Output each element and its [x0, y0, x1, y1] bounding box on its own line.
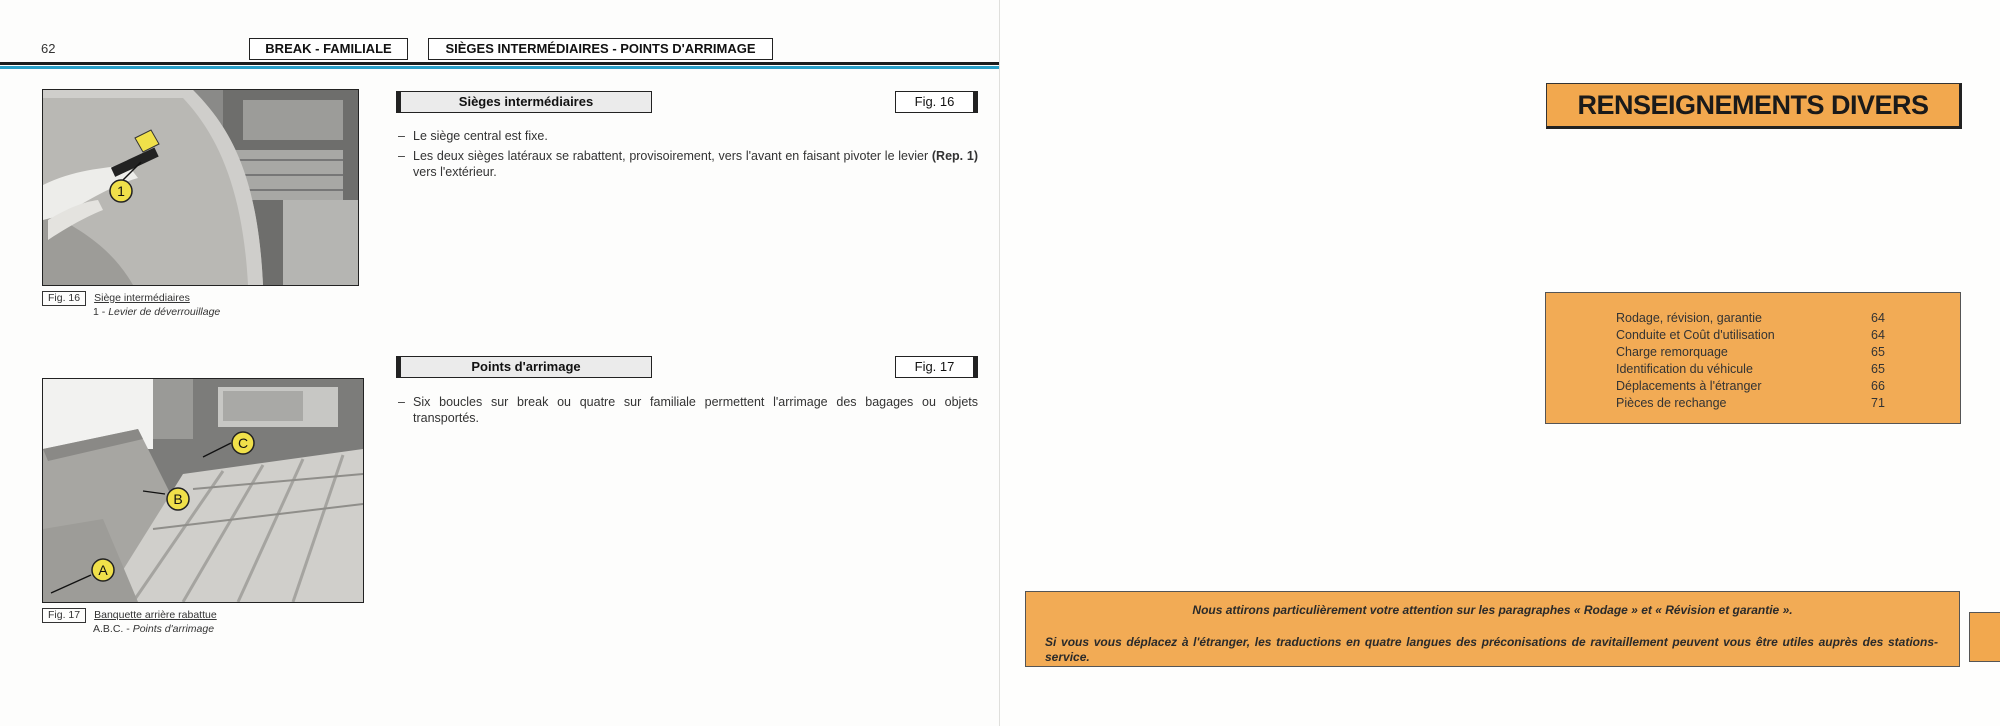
bullet-six-boucles	[398, 394, 978, 426]
fig16-photo	[42, 89, 359, 286]
fig17-photo	[42, 378, 364, 603]
bullet-sieges-lateraux	[398, 148, 978, 180]
section-title-sieges: Sièges intermédiaires	[396, 91, 652, 113]
toc-page: 64	[1871, 328, 1885, 342]
fig17-caption-tag: Fig. 17	[42, 608, 86, 623]
fig16-caption	[42, 291, 220, 318]
notice-box	[1025, 591, 1960, 667]
fig17-marker-b-label: B	[173, 491, 183, 507]
toc-label: Identification du véhicule	[1616, 362, 1753, 376]
fig16-caption-sub	[93, 306, 220, 318]
toc-label: Pièces de rechange	[1616, 396, 1727, 410]
toc-page: 65	[1871, 362, 1885, 376]
fig-ref-16: Fig. 16	[895, 91, 978, 113]
fig17-caption-title: Banquette arrière rabattue	[94, 609, 217, 621]
notice-line-rodage: Nous attirons particulièrement votre attention sur les paragraphes « Rodage » et « Révision et garantie ».	[1192, 603, 1793, 617]
bullet-text-post: vers l'extérieur.	[413, 165, 497, 179]
header-box-sieges-points: SIÈGES INTERMÉDIAIRES - POINTS D'ARRIMAGE	[428, 38, 773, 60]
bullet-siege-central	[398, 128, 978, 144]
bullet-dash: –	[398, 129, 405, 143]
section2-bullets	[398, 394, 978, 430]
fig17-marker-a-label: A	[98, 562, 108, 578]
bullet-text: Six boucles sur break ou quatre sur familiale permettent l'arrimage des bagages ou objets transportés.	[413, 395, 978, 425]
toc-label: Rodage, révision, garantie	[1616, 311, 1762, 325]
bullet-dash: –	[398, 149, 405, 163]
edge-thumb-tab	[1969, 612, 2000, 662]
fig-ref-17: Fig. 17	[895, 356, 978, 378]
fig17-caption-text: Points d'arrimage	[132, 623, 215, 635]
section1-bullets	[398, 128, 978, 184]
fig17-marker-c-label: C	[237, 435, 249, 451]
toc-page: 65	[1871, 345, 1885, 359]
section-banner: RENSEIGNEMENTS DIVERS	[1546, 83, 1962, 129]
fig16-caption-tag: Fig. 16	[42, 291, 86, 306]
header-rule-blue	[0, 66, 1000, 69]
table-of-contents	[1545, 292, 1961, 424]
fig16-caption-num: 1 -	[93, 306, 106, 318]
header-rule-black	[0, 62, 1000, 65]
bullet-text: Le siège central est fixe.	[413, 129, 548, 143]
toc-label: Conduite et Coût d'utilisation	[1616, 328, 1775, 342]
fig17-caption-sub	[93, 623, 217, 635]
toc-label: Déplacements à l'étranger	[1616, 379, 1762, 393]
bullet-text-bold: (Rep. 1)	[931, 149, 978, 163]
fig16-caption-title: Siège intermédiaires	[94, 292, 190, 304]
bullet-text-pre: Les deux sièges latéraux se rabattent, provisoirement, vers l'avant en faisant pivoter le levier	[413, 149, 932, 163]
toc-page: 71	[1871, 396, 1885, 410]
section-title-arrimage: Points d'arrimage	[396, 356, 652, 378]
notice-line-etranger: Si vous vous déplacez à l'étranger, les traductions en quatre langues des préconisations de ravitaillement peuvent vous être utiles auprès des stations-service.	[1045, 635, 1938, 664]
toc-label: Charge remorquage	[1616, 345, 1728, 359]
bullet-dash: –	[398, 395, 405, 409]
fig16-marker-1-label: 1	[117, 183, 125, 199]
page-number: 62	[41, 41, 56, 56]
fig16-caption-text: Levier de déverrouillage	[108, 306, 221, 318]
header-box-break-familiale: BREAK - FAMILIALE	[249, 38, 408, 60]
fig17-caption-num: A.B.C. -	[93, 623, 130, 635]
toc-page: 64	[1871, 311, 1885, 325]
fig17-caption	[42, 608, 217, 635]
toc-page: 66	[1871, 379, 1885, 393]
